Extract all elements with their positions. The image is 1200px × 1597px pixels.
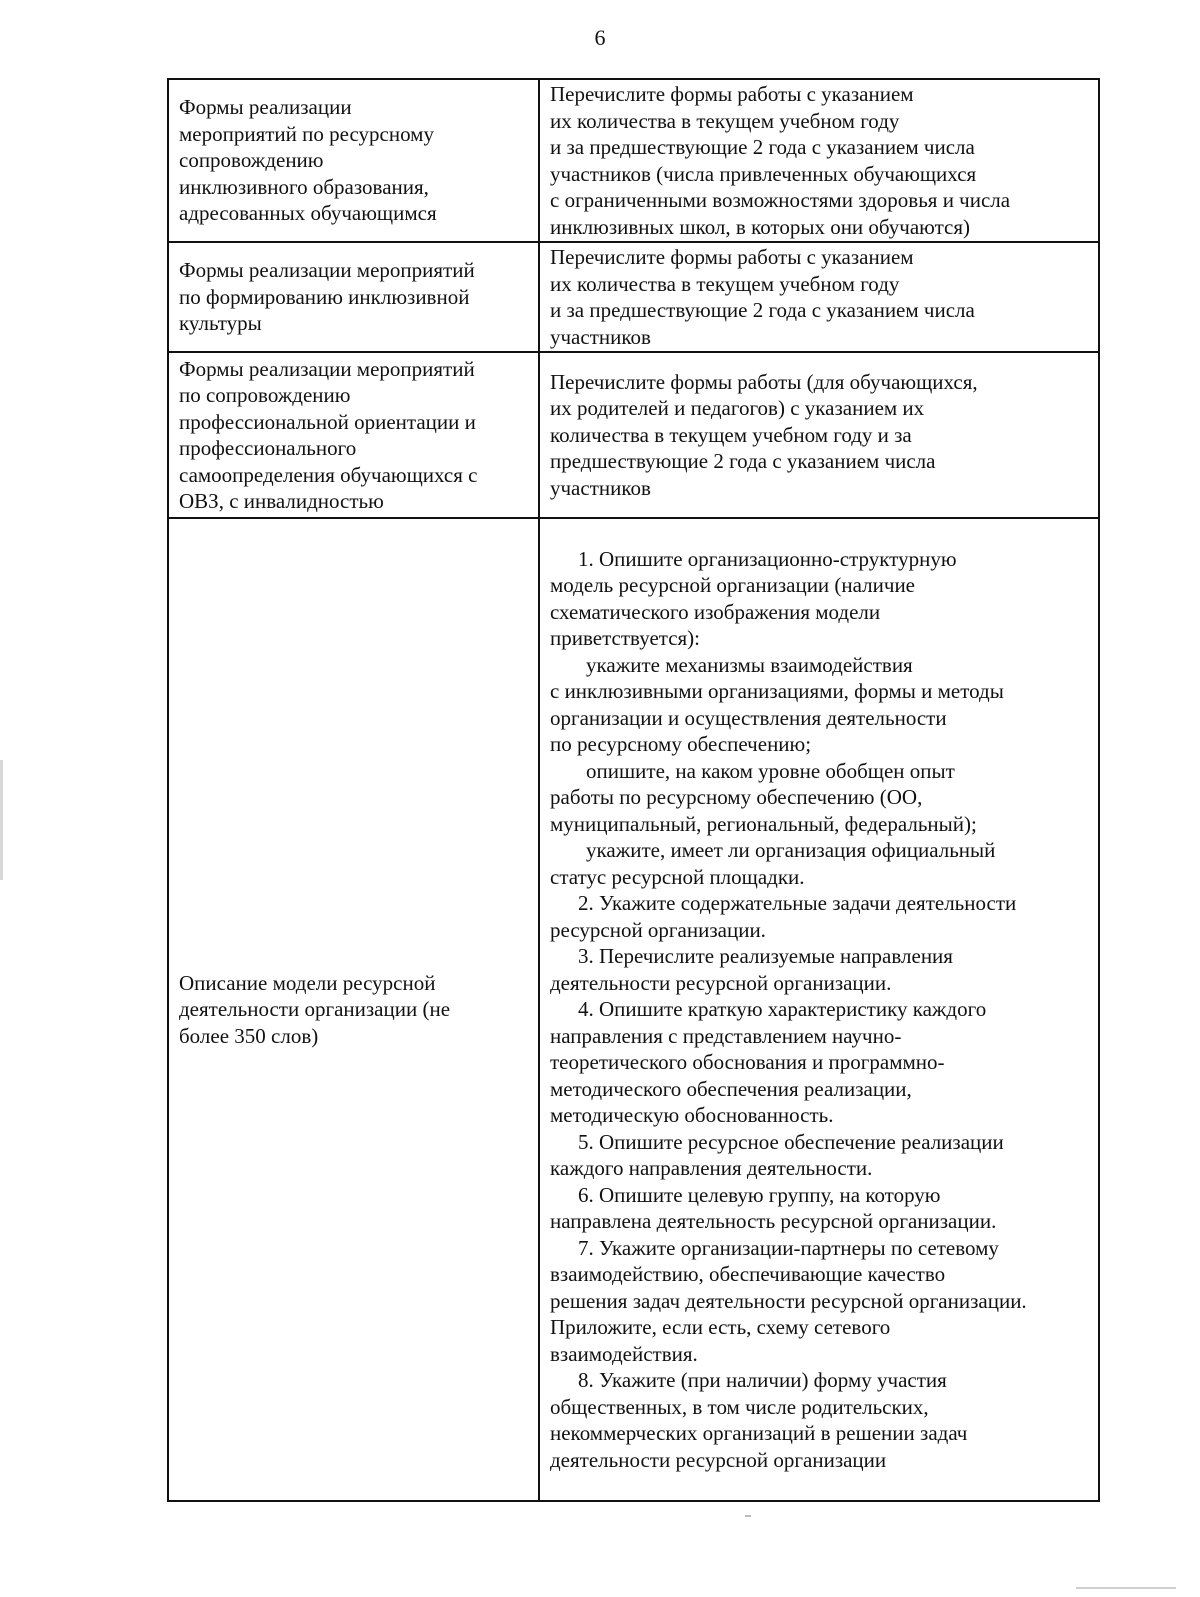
instruction-line: каждого направления деятельности.	[550, 1156, 873, 1180]
instruction-line: методическую обоснованность.	[550, 1103, 834, 1127]
instruction-line: муниципальный, региональный, федеральный);	[550, 811, 977, 836]
instruction-line: 1. Опишите организационно-структурную	[578, 546, 957, 571]
instruction-line: 3. Перечислите реализуемые направления	[578, 944, 953, 968]
scan-speck	[745, 1515, 751, 1517]
instruction-line: опишите, на каком уровне обобщен опыт	[586, 758, 955, 783]
instruction-line: приветствуется):	[550, 626, 701, 650]
instruction-line: ресурсной организации.	[550, 917, 766, 942]
row-description-inclusive-education-support: Перечислите формы работы с указанием их количества в текущем учебном году и за предшествующие 2 года с указанием числа участников (числа привлеченных обучающихся с ограниченными возможностями здоровья и числа инклюзивных школ, в которых они обучаются)	[539, 79, 1099, 242]
instruction-line: методического обеспечения реализации,	[550, 1076, 912, 1101]
instruction-line: взаимодействию, обеспечивающие качество	[550, 1262, 946, 1286]
instruction-line: направлена деятельность ресурсной организации.	[550, 1209, 997, 1233]
row-description-resource-model	[539, 518, 1099, 1501]
model-instructions-list	[550, 546, 1092, 1474]
instruction-line: 6. Опишите целевую группу, на которую	[578, 1182, 941, 1207]
instruction-line: с инклюзивными организациями, формы и методы	[550, 679, 1004, 703]
instruction-line: 2. Укажите содержательные задачи деятельности	[578, 891, 1017, 915]
page-number: 6	[594, 25, 606, 50]
instruction-line: статус ресурсной площадки.	[550, 864, 805, 889]
row-description-career-guidance: Перечислите формы работы (для обучающихся, их родителей и педагогов) с указанием их количества в текущем учебном году и за предшествующие 2 года с указанием числа участников	[539, 352, 1099, 518]
instruction-line: решения задач деятельности ресурсной организации.	[550, 1288, 1027, 1313]
instruction-line: укажите, имеет ли организация официальный	[586, 838, 996, 862]
instruction-line: Приложите, если есть, схему сетевого	[550, 1315, 891, 1339]
row-label-inclusive-education-support: Формы реализации мероприятий по ресурсному сопровождению инклюзивного образования, адресованных обучающимся	[168, 79, 539, 242]
row-description-inclusive-culture: Перечислите формы работы с указанием их количества в текущем учебном году и за предшествующие 2 года с указанием числа участников	[539, 242, 1099, 352]
table-row	[168, 242, 1099, 352]
row-label-inclusive-culture: Формы реализации мероприятий по формированию инклюзивной культуры	[168, 242, 539, 352]
instruction-line: общественных, в том числе родительских,	[550, 1394, 929, 1419]
table-row	[168, 352, 1099, 518]
scan-edge-mark	[1076, 1587, 1176, 1589]
instruction-line: по ресурсному обеспечению;	[550, 732, 812, 756]
instruction-line: работы по ресурсному обеспечению (ОО,	[550, 785, 923, 809]
row-label-career-guidance: Формы реализации мероприятий по сопровождению профессиональной ориентации и профессионального самоопределения обучающихся с ОВЗ, с инвалидностью	[168, 352, 539, 518]
scan-edge-mark	[0, 760, 3, 880]
row-label-resource-model: Описание модели ресурсной деятельности организации (не более 350 слов)	[168, 518, 539, 1501]
instruction-line: 8. Укажите (при наличии) форму участия	[578, 1368, 947, 1392]
instruction-line: некоммерческих организаций в решении задач	[550, 1421, 968, 1445]
instruction-line: укажите механизмы взаимодействия	[586, 652, 913, 677]
instruction-line: теоретического обоснования и программно-	[550, 1050, 945, 1074]
instruction-line: схематического изображения модели	[550, 599, 881, 624]
instruction-line: 5. Опишите ресурсное обеспечение реализации	[578, 1129, 1004, 1154]
instruction-line: деятельности ресурсной организации	[550, 1447, 887, 1472]
instruction-line: направления с представлением научно-	[550, 1023, 902, 1048]
instruction-line: 7. Укажите организации-партнеры по сетевому	[578, 1235, 999, 1260]
instruction-line: организации и осуществления деятельности	[550, 705, 947, 730]
instruction-line: деятельности ресурсной организации.	[550, 970, 892, 995]
instruction-line: взаимодействия.	[550, 1341, 698, 1366]
application-form-table	[167, 78, 1100, 1502]
instruction-line: модель ресурсной организации (наличие	[550, 573, 915, 597]
instruction-line: 4. Опишите краткую характеристику каждого	[578, 997, 987, 1021]
table-row	[168, 518, 1099, 1501]
table-row	[168, 79, 1099, 242]
